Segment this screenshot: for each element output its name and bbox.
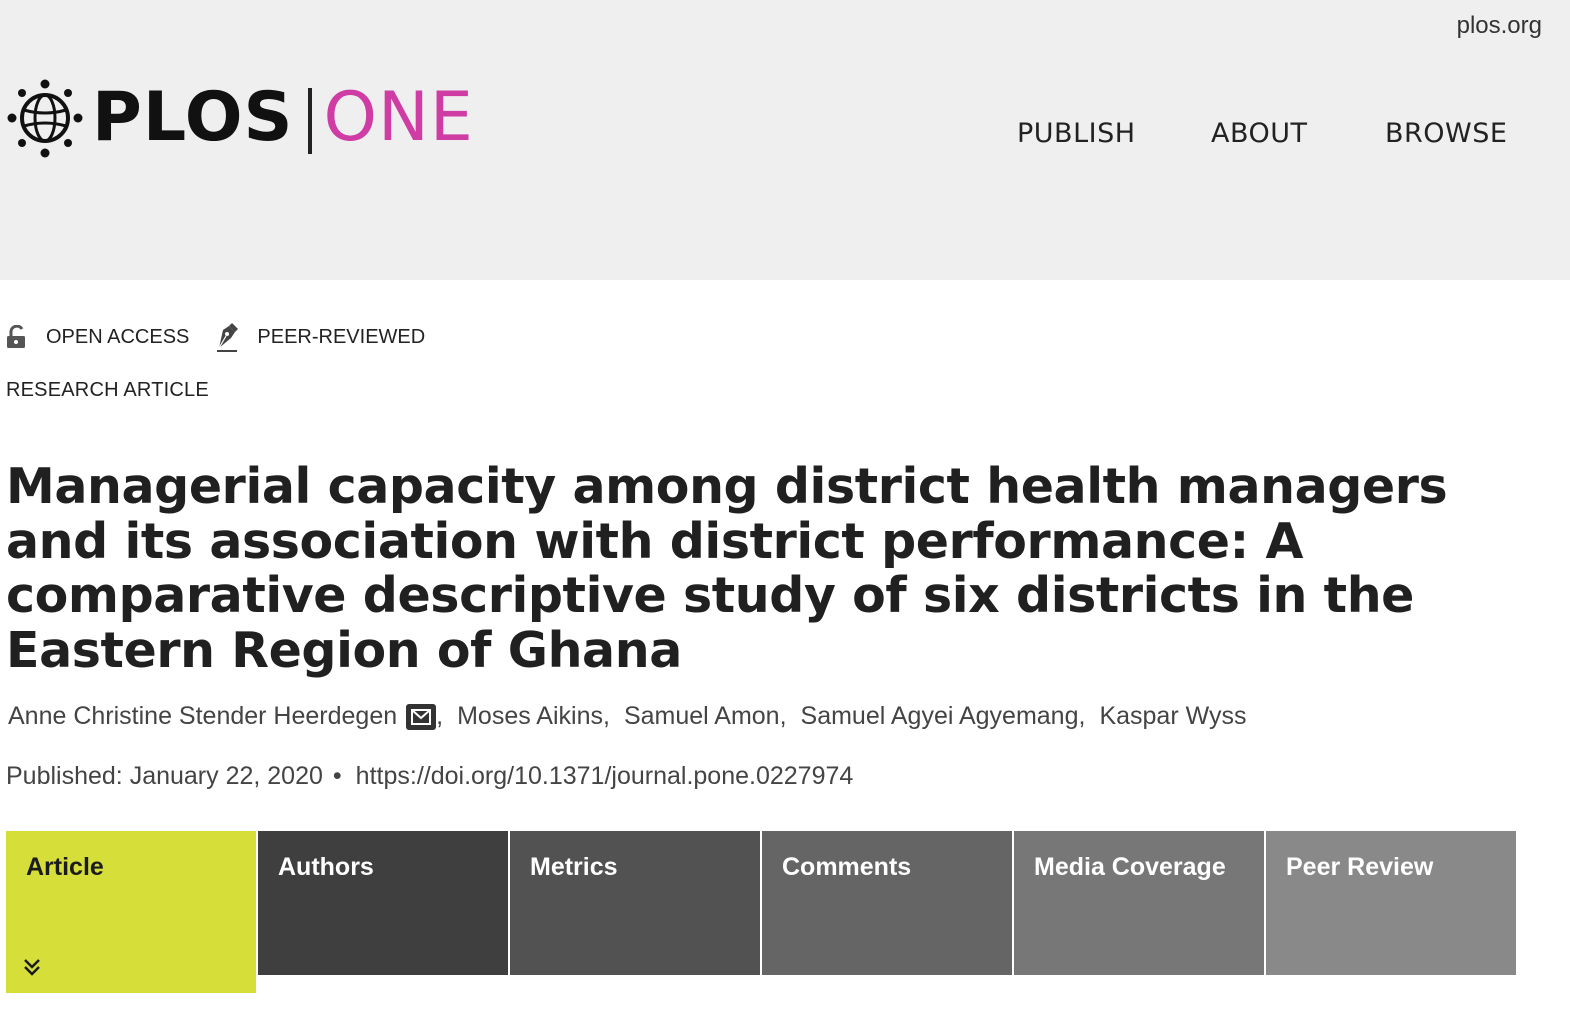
nav-publish[interactable]: PUBLISH [1017,118,1136,149]
bullet-separator: • [332,762,342,790]
published-date: Published: January 22, 2020 [6,762,323,790]
tab-label: Article [26,853,104,881]
open-access-label: OPEN ACCESS [46,325,190,348]
author-name: Anne Christine Stender Heerdegen [8,702,398,730]
author-name: Samuel Amon [623,702,780,730]
tab-label: Comments [782,853,912,881]
tab-peer-review[interactable] [1266,831,1516,975]
author-link[interactable] [8,702,436,731]
article-badges [6,322,451,352]
logo-one-text: ONE [323,78,474,157]
tab-article[interactable] [6,831,256,993]
publication-info [6,762,853,791]
author-name: Moses Aikins [457,702,603,730]
author-separator: , [779,702,787,730]
plos-one-logo[interactable] [6,76,474,160]
pen-nib-icon [215,322,239,352]
author-separator: , [602,702,610,730]
plos-org-link[interactable]: plos.org [1456,12,1542,39]
author-name: Kaspar Wyss [1099,702,1247,730]
author-link[interactable] [624,702,780,731]
author-link[interactable] [1099,702,1246,731]
tab-label: Authors [278,853,374,881]
open-access-badge[interactable] [6,325,189,349]
article-tabs [6,831,1518,993]
nav-about[interactable]: ABOUT [1211,118,1308,149]
tab-media-coverage[interactable] [1014,831,1264,975]
article-title: Managerial capacity among district health managers and its association with district performance: A comparative descriptive study of six districts in the Eastern Region of Ghana [6,458,1448,679]
tab-label: Media Coverage [1034,853,1226,881]
author-separator: , [1078,702,1086,730]
author-list [8,702,1247,731]
logo-plos-text: PLOS [92,78,294,157]
author-link[interactable] [457,702,603,731]
envelope-icon[interactable] [406,704,436,730]
article-type-label: RESEARCH ARTICLE [6,379,209,401]
plos-globe-icon [6,76,84,160]
peer-reviewed-badge[interactable] [215,322,425,352]
author-separator: , [436,702,444,730]
open-lock-icon [6,325,28,349]
peer-reviewed-label: PEER-REVIEWED [257,325,426,348]
logo-divider [308,88,312,154]
tab-comments[interactable] [762,831,1012,975]
site-header [0,0,1570,280]
tab-authors[interactable] [258,831,508,975]
tab-label: Peer Review [1286,853,1434,881]
doi-link[interactable]: https://doi.org/10.1371/journal.pone.0227974 [355,762,854,790]
double-chevron-down-icon [22,957,42,977]
author-name: Samuel Agyei Agyemang [800,702,1079,730]
nav-browse[interactable]: BROWSE [1385,118,1508,149]
tab-metrics[interactable] [510,831,760,975]
tab-label: Metrics [530,853,618,881]
author-link[interactable] [801,702,1079,731]
